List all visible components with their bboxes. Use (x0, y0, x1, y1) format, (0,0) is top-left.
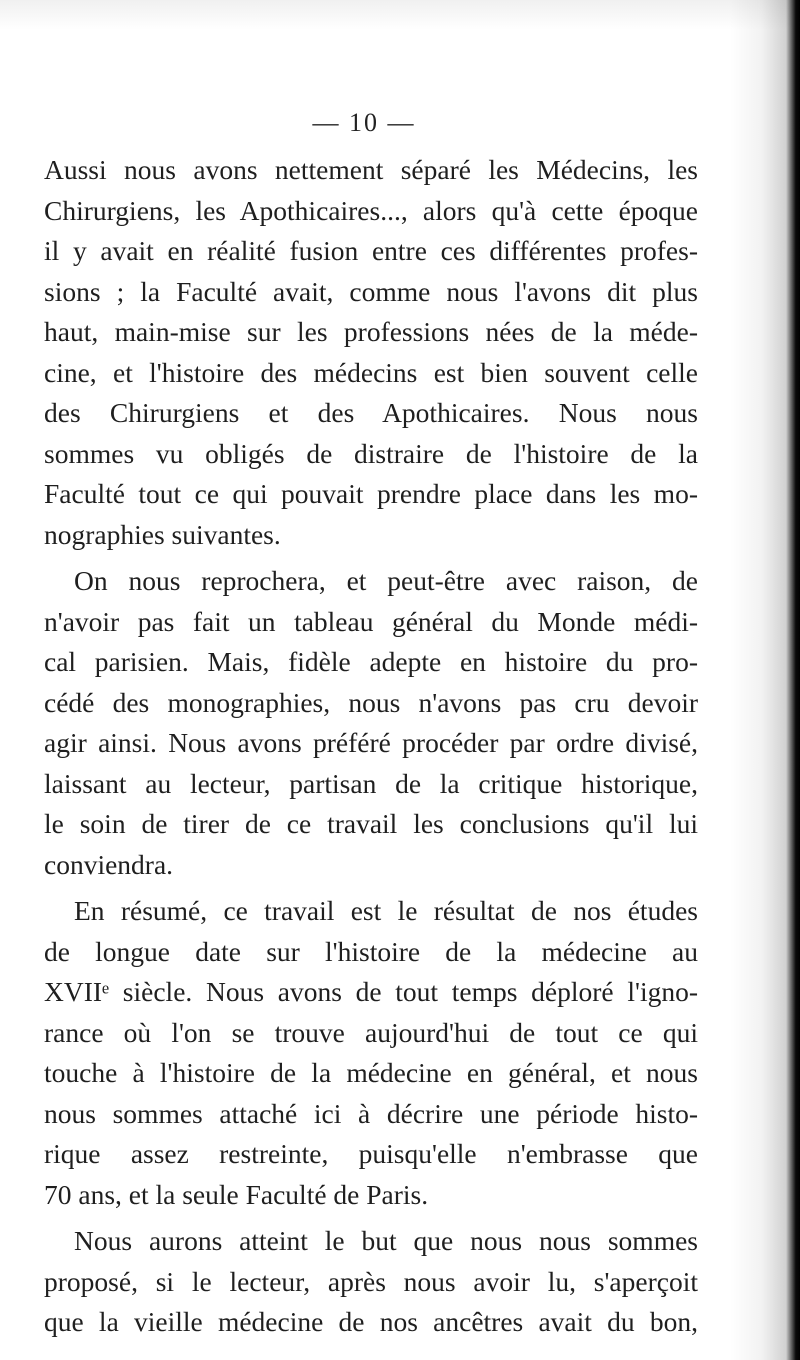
text-line: nous sommes attaché ici à décrire une période histo- (44, 1097, 698, 1129)
text-line: cédé des monographies, nous n'avons pas cru devoir (44, 686, 698, 718)
text-line: des Chirurgiens et des Apothicaires. Nous nous (44, 397, 698, 428)
text-line: laissant au lecteur, partisan de la critique historique, (44, 767, 698, 799)
text-line: que la vieille médecine de nos ancêtres avait du bon, (44, 1306, 698, 1337)
text-line: Nous aurons atteint le but que nous nous sommes (74, 1225, 698, 1256)
text-line: Chirurgiens, les Apothicaires..., alors qu'à cette époque (44, 194, 698, 226)
text-line: 70 ans, et la seule Faculté de Paris. (44, 1178, 429, 1210)
text-line: nographies suivantes. (44, 518, 281, 550)
binding-shadow (730, 0, 800, 1360)
text-line: En résumé, ce travail est le résultat de nos études (74, 895, 698, 926)
paragraph (44, 561, 698, 885)
text-line: il y avait en réalité fusion entre ces différentes profes- (44, 235, 698, 266)
text-line: Faculté tout ce qui pouvait prendre place dans les mo- (44, 478, 698, 509)
text-line: cine, et l'histoire des médecins est bien souvent celle (44, 356, 698, 388)
text-line: n'avoir pas fait un tableau général du Monde médi- (44, 605, 698, 637)
text-line: On nous reprochera, et peut-être avec raison, de (74, 565, 698, 596)
text-line: agir ainsi. Nous avons préféré procéder par ordre divisé, (44, 727, 698, 758)
text-line: de longue date sur l'histoire de la médecine au (44, 935, 698, 967)
paragraph (44, 150, 698, 555)
paragraph (44, 1221, 698, 1343)
text-line: touche à l'histoire de la médecine en général, et nous (44, 1057, 698, 1088)
text-line: cal parisien. Mais, fidèle adepte en histoire du pro- (44, 646, 698, 677)
text-line: conviendra. (44, 848, 174, 880)
text-line: haut, main-mise sur les professions nées de la méde- (44, 316, 698, 347)
top-shadow (0, 0, 800, 30)
text-line: le soin de tirer de ce travail les conclusions qu'il lui (44, 808, 698, 839)
text-line: sommes vu obligés de distraire de l'histoire de la (44, 437, 698, 469)
text-line: rance où l'on se trouve aujourd'hui de tout ce qui (44, 1016, 698, 1048)
text-line: proposé, si le lecteur, après nous avoir lu, s'aperçoit (44, 1265, 698, 1297)
text-line: XVIIᵉ siècle. Nous avons de tout temps déploré l'igno- (44, 976, 698, 1007)
text-line: Aussi nous avons nettement séparé les Médecins, les (44, 154, 698, 185)
body-text (44, 150, 698, 1343)
page-number: — 10 — (312, 108, 416, 137)
text-line: rique assez restreinte, puisqu'elle n'embrasse que (44, 1138, 698, 1169)
text-line: sions ; la Faculté avait, comme nous l'avons dit plus (44, 275, 698, 307)
paragraph (44, 891, 698, 1215)
